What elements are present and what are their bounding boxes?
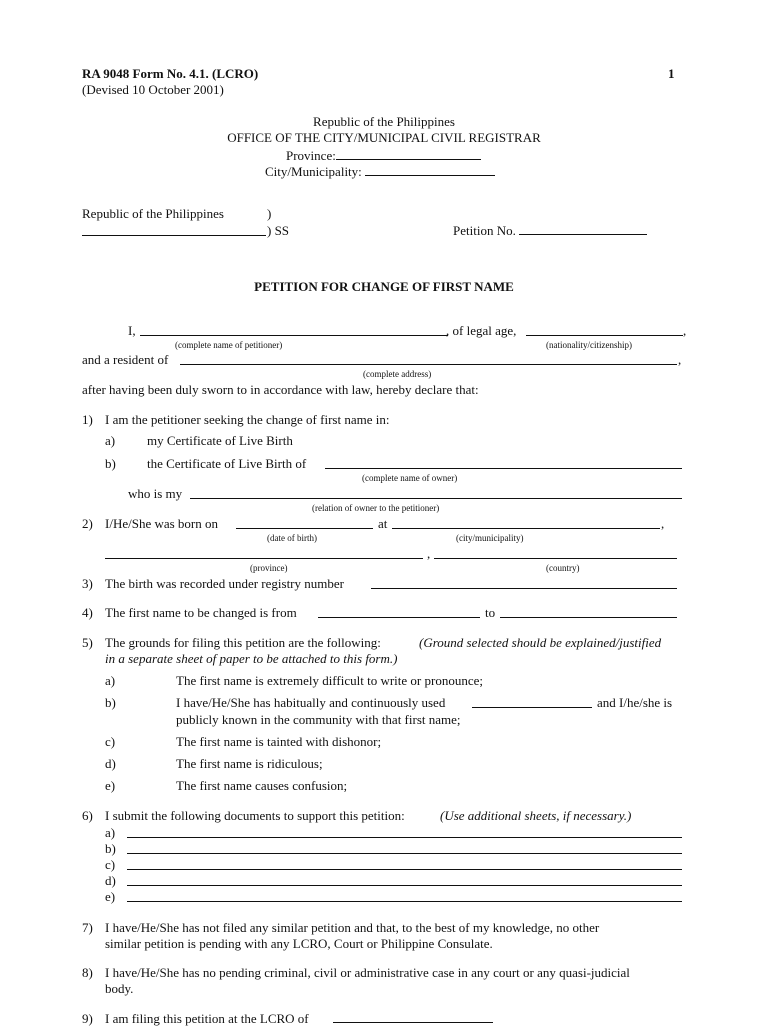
ground-d-text: The first name is ridiculous; xyxy=(176,756,323,771)
ground-b-cont: publicly known in the community with that first name; xyxy=(176,712,461,727)
ground-e-text: The first name causes confusion; xyxy=(176,778,348,793)
caption-relation: (relation of owner to the petitioner) xyxy=(312,503,440,513)
ground-b-text: I have/He/She has habitually and continuously used xyxy=(176,695,446,710)
relation-blank[interactable] xyxy=(190,498,682,499)
caption-province: (province) xyxy=(250,563,288,573)
document-a-label: a) xyxy=(105,825,116,840)
birth-province-blank[interactable] xyxy=(105,558,423,559)
venue-republic: Republic of the Philippines xyxy=(82,206,224,221)
nationality-blank[interactable] xyxy=(526,335,683,336)
item5-note-1: (Ground selected should be explained/justified xyxy=(419,635,662,650)
revision-note: (Devised 10 October 2001) xyxy=(82,82,224,97)
province-label: Province: xyxy=(286,148,336,163)
city-blank[interactable] xyxy=(365,164,495,176)
item3-text: The birth was recorded under registry number xyxy=(105,576,344,591)
document-d-label: d) xyxy=(105,873,116,888)
address-blank[interactable] xyxy=(180,364,677,365)
item5-number: 5) xyxy=(82,635,93,650)
ground-e-label: e) xyxy=(105,778,116,793)
item2-province-comma: , xyxy=(427,546,431,561)
new-first-name-blank[interactable] xyxy=(500,617,677,618)
caption-address: (complete address) xyxy=(363,369,432,379)
owner-name-blank[interactable] xyxy=(325,468,682,469)
caption-country: (country) xyxy=(546,563,580,573)
petitioner-name-blank[interactable] xyxy=(140,335,448,336)
item1-b-label: b) xyxy=(105,456,116,471)
intro-resident: and a resident of xyxy=(82,352,169,367)
item6-number: 6) xyxy=(82,808,93,823)
item7-line1: I have/He/She has not filed any similar petition and that, to the best of my knowledge, no other xyxy=(105,920,600,935)
province-blank[interactable] xyxy=(336,148,481,160)
ground-c-label: c) xyxy=(105,734,116,749)
item5-note-2: in a separate sheet of paper to be attached to this form.) xyxy=(105,651,398,666)
item1-text: I am the petitioner seeking the change of first name in: xyxy=(105,412,390,427)
item9-number: 9) xyxy=(82,1011,93,1026)
intro-comma: , xyxy=(683,323,687,338)
item7-number: 7) xyxy=(82,920,93,935)
caption-owner-name: (complete name of owner) xyxy=(362,473,458,483)
intro-legal-age: , of legal age, xyxy=(446,323,517,338)
birth-date-blank[interactable] xyxy=(236,528,373,529)
petition-no-blank[interactable] xyxy=(519,223,647,235)
item2-comma: , xyxy=(661,516,665,531)
document-b-label: b) xyxy=(105,841,116,856)
caption-birth-date: (date of birth) xyxy=(267,533,317,543)
document-c-blank[interactable] xyxy=(127,869,682,870)
item3-number: 3) xyxy=(82,576,93,591)
item4-number: 4) xyxy=(82,605,93,620)
form-number: RA 9048 Form No. 4.1. (LCRO) xyxy=(82,66,259,81)
birth-country-blank[interactable] xyxy=(434,558,677,559)
ground-b-after: and I/he/she is xyxy=(597,695,673,710)
lcro-blank[interactable] xyxy=(333,1022,493,1023)
registry-number-blank[interactable] xyxy=(371,588,677,589)
intro-i: I, xyxy=(128,323,136,338)
item7-line2: similar petition is pending with any LCRO, Court or Philippine Consulate. xyxy=(105,936,493,951)
intro-sworn: after having been duly sworn to in accordance with law, hereby declare that: xyxy=(82,382,479,397)
item1-who-is-my: who is my xyxy=(128,486,183,501)
document-a-blank[interactable] xyxy=(127,837,682,838)
page-number: 1 xyxy=(668,66,675,81)
item2-text: I/He/She was born on xyxy=(105,516,219,531)
ground-c-text: The first name is tainted with dishonor; xyxy=(176,734,382,749)
document-c-label: c) xyxy=(105,857,116,872)
item4-to: to xyxy=(485,605,496,620)
city-field xyxy=(265,164,495,180)
venue-blank[interactable] xyxy=(82,235,266,236)
item8-line2: body. xyxy=(105,981,134,996)
document-b-blank[interactable] xyxy=(127,853,682,854)
venue-ss: ) SS xyxy=(267,223,290,238)
item2-number: 2) xyxy=(82,516,93,531)
form-title: PETITION FOR CHANGE OF FIRST NAME xyxy=(254,279,514,294)
item6-text: I submit the following documents to support this petition: xyxy=(105,808,405,823)
item1-b-text: the Certificate of Live Birth of xyxy=(147,456,307,471)
old-first-name-blank[interactable] xyxy=(318,617,480,618)
item5-text: The grounds for filing this petition are the following: xyxy=(105,635,381,650)
used-first-name-blank[interactable] xyxy=(472,707,592,708)
caption-nationality: (nationality/citizenship) xyxy=(546,340,632,350)
item1-a-text: my Certificate of Live Birth xyxy=(147,433,293,448)
document-e-label: e) xyxy=(105,889,116,904)
header-office: OFFICE OF THE CITY/MUNICIPAL CIVIL REGISTRAR xyxy=(227,130,541,145)
caption-birth-city: (city/municipality) xyxy=(456,533,524,543)
caption-petitioner-name: (complete name of petitioner) xyxy=(175,340,283,350)
header-republic: Republic of the Philippines xyxy=(313,114,455,129)
document-e-blank[interactable] xyxy=(127,901,682,902)
item4-text: The first name to be changed is from xyxy=(105,605,297,620)
item1-number: 1) xyxy=(82,412,93,427)
item8-number: 8) xyxy=(82,965,93,980)
venue-paren: ) xyxy=(267,206,272,221)
ground-d-label: d) xyxy=(105,756,116,771)
item8-line1: I have/He/She has no pending criminal, civil or administrative case in any court or any quasi-judicial xyxy=(105,965,630,980)
petition-no-label: Petition No. xyxy=(453,223,516,238)
intro-resident-comma: , xyxy=(678,352,682,367)
ground-b-label: b) xyxy=(105,695,116,710)
item9-text: I am filing this petition at the LCRO of xyxy=(105,1011,309,1026)
item1-a-label: a) xyxy=(105,433,116,448)
item2-at: at xyxy=(378,516,388,531)
item6-note: (Use additional sheets, if necessary.) xyxy=(440,808,632,823)
ground-a-text: The first name is extremely difficult to write or pronounce; xyxy=(176,673,483,688)
city-label: City/Municipality: xyxy=(265,164,362,179)
ground-a-label: a) xyxy=(105,673,116,688)
province-field xyxy=(286,148,481,164)
petition-no-field xyxy=(453,223,647,239)
document-d-blank[interactable] xyxy=(127,885,682,886)
birth-city-blank[interactable] xyxy=(392,528,660,529)
